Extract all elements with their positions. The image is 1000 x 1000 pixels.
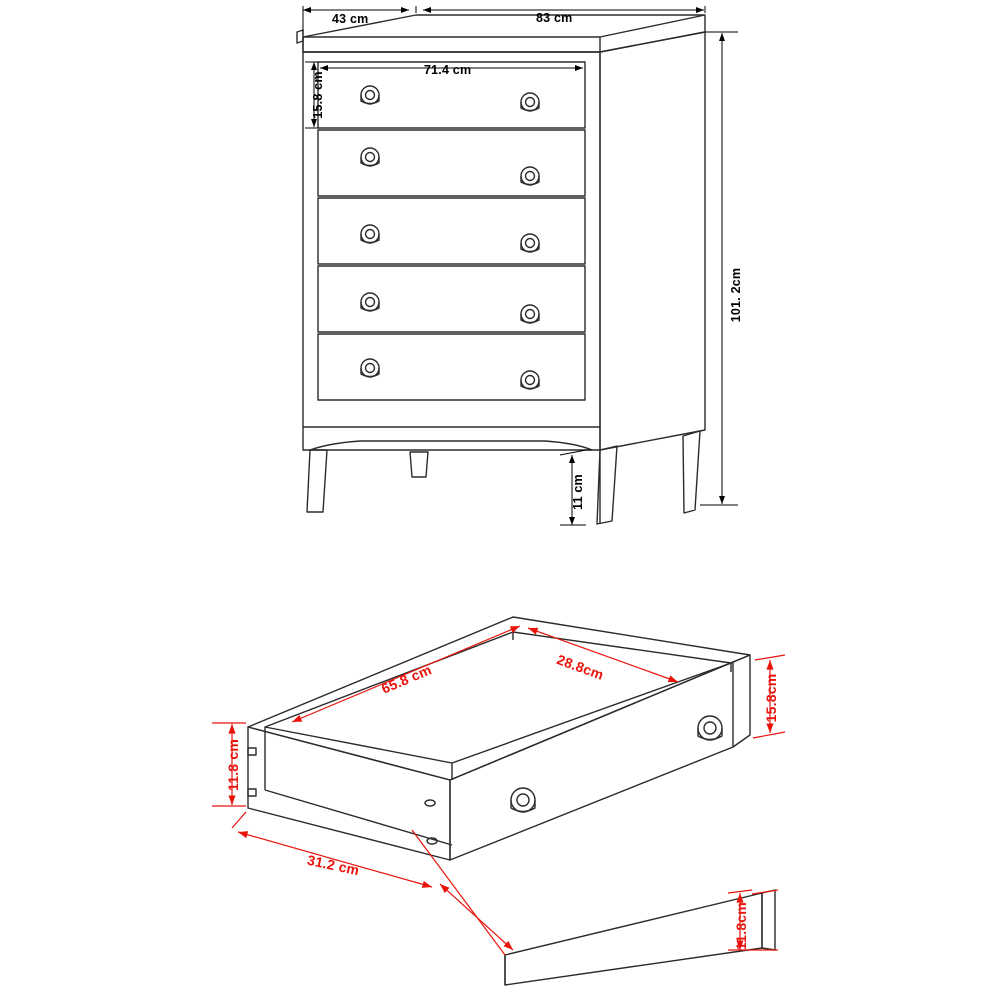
dimension-label-leg-height: 11 cm xyxy=(571,474,585,510)
chest-of-drawers-drawing xyxy=(297,15,705,524)
dimension-label-front-profile-height: 11.8cm xyxy=(733,902,749,950)
drawer-box-drawing xyxy=(248,617,750,860)
dimension-label-drawer-front-width: 71.4 cm xyxy=(424,63,472,77)
dimension-label-overall-length: 31.2 cm xyxy=(305,851,361,879)
drawer-dimension-lines xyxy=(212,626,785,955)
dimension-label-drawer-front-height: 15.8 cm xyxy=(311,71,325,119)
dimension-label-depth: 43 cm xyxy=(332,12,369,26)
dimension-label-front-height-right: 15.8cm xyxy=(763,673,779,723)
dimension-label-inner-length: 65.8 cm xyxy=(378,661,434,697)
dimension-label-total-height: 101. 2cm xyxy=(729,267,743,323)
dimension-label-inner-width: 28.8cm xyxy=(554,651,606,683)
dimension-label-side-height-left: 11.8 cm xyxy=(225,739,241,791)
dimension-label-width: 83 cm xyxy=(536,11,573,25)
